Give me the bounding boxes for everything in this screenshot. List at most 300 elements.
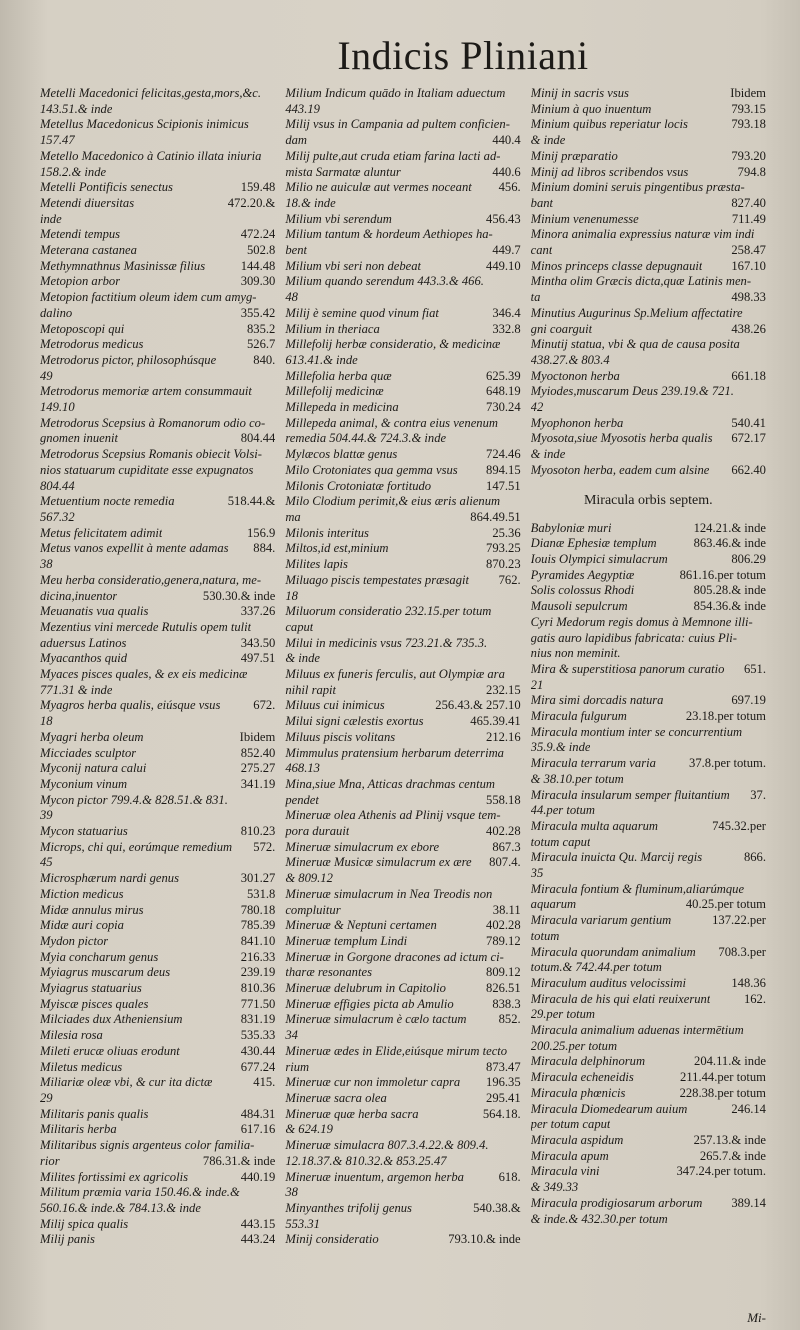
index-entry <box>531 568 766 584</box>
entry-text: 12.18.37.& 810.32.& 853.25.47 <box>285 1153 447 1168</box>
index-entry <box>40 400 275 416</box>
index-entry <box>531 1054 766 1070</box>
entry-text: Miracula terrarum varia <box>530 756 656 771</box>
entry-text: Metellus Macedonicus Scipionis inimicus <box>40 117 249 132</box>
index-entry <box>285 1217 520 1233</box>
entry-text: & inde.& 432.30.per totum <box>530 1211 668 1226</box>
index-entry <box>40 463 275 479</box>
entry-reference: 894.15 <box>486 462 521 477</box>
catchword: Mi- <box>747 1310 766 1325</box>
index-entry <box>531 259 766 275</box>
index-entry <box>531 180 766 196</box>
entry-reference: 618. <box>498 1169 521 1184</box>
index-entry <box>531 1102 766 1118</box>
index-entry <box>40 337 275 353</box>
entry-text: & 38.10.per totum <box>530 771 624 786</box>
index-entry <box>285 950 520 966</box>
entry-text: Mineruæ olea Athenis ad Plinij vsque tem- <box>285 808 501 823</box>
index-entry <box>285 416 520 432</box>
index-entry <box>285 1091 520 1107</box>
entry-text: Minora animalia expressius naturæ vim indi <box>530 227 755 242</box>
entry-reference: 37. <box>750 787 766 802</box>
entry-text: Milites fortissimi ex agricolis <box>40 1169 188 1184</box>
entry-text: tharæ resonantes <box>285 965 372 980</box>
entry-reference: 852.40 <box>240 745 276 760</box>
entry-text: & 624.19 <box>285 1122 333 1137</box>
index-entry <box>40 431 275 447</box>
index-entry <box>285 447 520 463</box>
index-entry <box>531 1070 766 1086</box>
entry-text: Minos princeps classe depugnauit <box>530 258 703 273</box>
entry-text: Myconium vinum <box>40 776 128 791</box>
entry-text: Metelli Macedonici felicitas,gesta,mors,&c. <box>40 86 262 100</box>
entry-text: 567.32 <box>40 509 75 524</box>
entry-text: Minium quibus reperiatur locis <box>530 117 688 132</box>
entry-text: Myoctonon herba <box>530 368 620 383</box>
index-entry <box>40 840 275 856</box>
index-entry <box>531 725 766 741</box>
index-entry <box>40 322 275 338</box>
entry-reference: 343.50 <box>240 635 276 650</box>
index-entry <box>40 290 275 306</box>
index-entry <box>40 117 275 133</box>
index-entry <box>531 117 766 133</box>
index-entry <box>285 840 520 856</box>
index-entry <box>40 793 275 809</box>
index-entry <box>40 1232 275 1248</box>
entry-text: Mineruæ inuentum, argemon herba <box>285 1169 464 1184</box>
entry-text: 35.9.& inde <box>530 740 591 755</box>
index-entry <box>40 903 275 919</box>
index-entry <box>285 683 520 699</box>
index-entry <box>285 1012 520 1028</box>
index-entry <box>285 651 520 667</box>
entry-reference: 25.36 <box>492 525 521 540</box>
entry-text: Mineruæ Musicæ simulacrum ex ære <box>285 855 472 870</box>
entry-reference: 648.19 <box>486 384 521 399</box>
entry-reference: 724.46 <box>486 447 521 462</box>
index-entry <box>285 620 520 636</box>
index-entry <box>531 772 766 788</box>
entry-text: Minium à quo inuentum <box>530 101 652 116</box>
index-entry <box>40 384 275 400</box>
index-entry <box>40 918 275 934</box>
index-entry <box>531 1039 766 1055</box>
entry-reference: 239.19 <box>240 965 276 980</box>
index-entry <box>285 1075 520 1091</box>
index-entry <box>285 1028 520 1044</box>
entry-text: Myiagrus statuarius <box>40 981 142 996</box>
entry-reference: 780.18 <box>240 902 276 917</box>
entry-reference: 558.18 <box>486 792 521 807</box>
index-entry <box>285 1201 520 1217</box>
entry-reference: 793.25 <box>486 541 521 556</box>
entry-text: Milium quando serendum 443.3.& 466. <box>285 274 484 289</box>
entry-reference: 572. <box>253 839 276 854</box>
entry-text: Mira & superstitiosa panorum curatio <box>530 661 725 676</box>
index-entry <box>40 180 275 196</box>
index-entry <box>531 384 766 400</box>
entry-reference: 805.28.& inde <box>693 583 766 598</box>
entry-text: 157.47 <box>40 133 75 148</box>
index-entry <box>531 1149 766 1165</box>
index-entry <box>531 149 766 165</box>
index-entry <box>285 322 520 338</box>
index-entry <box>285 337 520 353</box>
entry-reference: 827.40 <box>731 195 766 210</box>
entry-text: Minium venenumesse <box>530 211 639 226</box>
entry-reference: 793.10.& inde <box>448 1232 521 1247</box>
index-entry <box>40 196 275 212</box>
entry-reference: 355.42 <box>240 305 276 320</box>
index-entry <box>285 1170 520 1186</box>
entry-text: Millepeda animal, & contra eius venenum <box>285 415 498 430</box>
entry-text: Mintha olim Græcis dicta,quæ Latinis men- <box>530 274 752 289</box>
entry-text: Minij ad libros scribendos vsus <box>530 164 689 179</box>
entry-reference: 232.15 <box>486 682 521 697</box>
entry-reference: 265.7.& inde <box>699 1148 766 1163</box>
entry-text: 29 <box>40 1091 53 1105</box>
index-entry <box>285 1122 520 1138</box>
index-entry <box>285 243 520 259</box>
index-entry <box>285 353 520 369</box>
entry-text: Metendi tempus <box>40 227 121 242</box>
index-entry <box>531 599 766 615</box>
entry-text: Millefolij medicinæ <box>285 384 384 399</box>
entry-text: pora durauit <box>285 824 350 839</box>
entry-text: Mineruæ & Neptuni certamen <box>285 918 437 933</box>
entry-text: Milij pulte,aut cruda etiam farina lacti ad- <box>285 148 501 163</box>
index-entry <box>531 583 766 599</box>
entry-reference: 809.12 <box>486 965 521 980</box>
entry-text: Minyanthes trifolij genus <box>285 1200 412 1215</box>
index-entry <box>285 777 520 793</box>
entry-reference: 794.8 <box>737 164 766 179</box>
entry-reference: 258.47 <box>731 243 766 258</box>
entry-reference: 159.48 <box>240 180 276 195</box>
entry-text: Myagri herba oleum <box>40 729 144 744</box>
index-entry <box>531 463 766 479</box>
entry-reference: 389.14 <box>731 1195 766 1210</box>
index-entry <box>285 636 520 652</box>
index-entry <box>40 1075 275 1091</box>
index-entry <box>285 808 520 824</box>
entry-text: 771.31 & inde <box>40 682 113 697</box>
index-entry <box>531 322 766 338</box>
index-entry <box>531 243 766 259</box>
entry-text: Pyramides Aegyptiæ <box>530 567 635 582</box>
index-entry <box>40 1138 275 1154</box>
entry-reference: 864.49.51 <box>470 509 521 524</box>
index-entry <box>285 698 520 714</box>
entry-reference: Ibidem <box>239 729 276 744</box>
index-entry <box>531 353 766 369</box>
entry-reference: 745.32.per <box>712 818 766 833</box>
entry-text: Minutij statua, vbi & qua de causa posita <box>530 337 740 352</box>
entry-text: Miracula aspidum <box>530 1133 624 1147</box>
entry-text: Milonis interitus <box>285 525 369 540</box>
index-entry <box>40 777 275 793</box>
entry-reference: 531.8 <box>246 886 276 901</box>
index-entry <box>285 667 520 683</box>
entry-text: Mineruæ quæ herba sacra <box>285 1106 419 1121</box>
index-entry <box>285 871 520 887</box>
index-entry <box>285 589 520 605</box>
index-entry <box>285 761 520 777</box>
entry-text: Milij spica qualis <box>40 1216 129 1231</box>
entry-reference: 216.33 <box>240 949 276 964</box>
index-entry <box>531 196 766 212</box>
index-entry <box>531 819 766 835</box>
index-entry <box>40 494 275 510</box>
index-entry <box>531 133 766 149</box>
entry-reference: 196.35 <box>486 1075 521 1090</box>
index-entry <box>285 1044 520 1060</box>
entry-text: Milui signi cælestis exortus <box>285 714 424 729</box>
entry-reference: 530.30.& inde <box>202 588 276 603</box>
entry-reference: 806.29 <box>731 551 766 566</box>
index-entry <box>531 552 766 568</box>
entry-text: Miracula insularum semper fluitantium <box>530 787 730 802</box>
entry-text: Miracula vini <box>530 1164 600 1179</box>
index-entry <box>531 693 766 709</box>
index-entry <box>285 431 520 447</box>
entry-text: Minij in sacris vsus <box>530 86 629 100</box>
entry-text: Myosota,siue Myosotis herba qualis <box>530 431 713 446</box>
index-entry <box>40 871 275 887</box>
entry-text: Mineruæ simulacrum in Nea Treodis non <box>285 886 493 901</box>
index-entry <box>531 1133 766 1149</box>
entry-reference: 137.22.per <box>712 913 766 928</box>
index-entry <box>40 714 275 730</box>
entry-reference: 156.9 <box>246 525 276 540</box>
entry-reference: 861.16.per totum <box>679 567 766 582</box>
entry-reference: 540.41 <box>731 415 766 430</box>
index-entry <box>40 86 275 102</box>
index-entry <box>40 746 275 762</box>
index-entry <box>40 1201 275 1217</box>
entry-reference: 786.31.& inde <box>202 1153 276 1168</box>
entry-reference: 840. <box>253 352 276 367</box>
entry-text: Myacanthos quid <box>40 651 128 666</box>
entry-text: Metus vanos expellit à mente adamas <box>40 541 229 556</box>
index-entry <box>285 212 520 228</box>
entry-text: aquarum <box>530 897 577 912</box>
index-entry <box>40 573 275 589</box>
entry-reference: 440.4 <box>492 133 521 148</box>
entry-text: 18 <box>40 714 53 729</box>
entry-text: Miracula echeneidis <box>530 1070 634 1085</box>
entry-text: Miracula animalium aduenas intermētium <box>530 1023 744 1038</box>
index-entry <box>285 463 520 479</box>
entry-text: Milui in medicinis vsus 723.21.& 735.3. <box>285 635 488 650</box>
index-entry <box>531 306 766 322</box>
index-entry <box>531 274 766 290</box>
entry-text: 443.19 <box>285 101 320 116</box>
index-entry <box>40 1060 275 1076</box>
index-entry <box>285 573 520 589</box>
index-entry <box>285 526 520 542</box>
entry-text: Methymnathnus Masinissæ filius <box>40 258 206 273</box>
entry-reference: 40.25.per totum <box>685 897 766 912</box>
index-entry <box>285 306 520 322</box>
index-entry <box>40 808 275 824</box>
index-entry <box>40 541 275 557</box>
entry-reference: 309.30 <box>240 274 276 289</box>
entry-text: dicina,inuentor <box>40 588 118 603</box>
index-entry <box>40 950 275 966</box>
entry-text: Mycon pictor 799.4.& 828.51.& 831. <box>40 792 228 807</box>
entry-text: ma <box>285 509 301 524</box>
entry-reference: 148.36 <box>731 975 766 990</box>
index-entry <box>531 447 766 463</box>
index-entry <box>40 730 275 746</box>
entry-text: gni coarguit <box>530 321 593 336</box>
entry-text: Millefolij herbæ consideratio, & medicinæ <box>285 337 501 352</box>
entry-text: bant <box>530 195 554 210</box>
entry-text: Microps, chi qui, eorúmque remedium <box>40 839 233 854</box>
entry-reference: 863.46.& inde <box>693 536 766 551</box>
index-entry <box>40 212 275 228</box>
entry-text: 468.13 <box>285 761 320 776</box>
entry-text: ta <box>530 290 541 305</box>
index-entry <box>531 86 766 102</box>
index-column-3 <box>531 86 766 1248</box>
index-entry <box>285 510 520 526</box>
index-entry <box>40 761 275 777</box>
index-entry <box>285 1060 520 1076</box>
index-entry <box>285 133 520 149</box>
index-entry <box>531 631 766 647</box>
index-columns <box>40 86 766 1248</box>
entry-text: totum caput <box>530 834 591 849</box>
index-entry <box>40 353 275 369</box>
index-entry <box>40 102 275 118</box>
entry-reference: 793.15 <box>731 101 766 116</box>
index-entry <box>40 259 275 275</box>
index-entry <box>40 965 275 981</box>
entry-reference: 430.44 <box>240 1043 276 1058</box>
entry-text: Militaribus signis argenteus color familia- <box>40 1138 255 1153</box>
entry-text: Metrodorus memoriæ artem consummauit <box>40 384 252 399</box>
entry-text: 200.25.per totum <box>530 1038 618 1053</box>
index-entry <box>531 945 766 961</box>
entry-text: Milciades dux Atheniensium <box>40 1012 183 1027</box>
index-entry <box>40 934 275 950</box>
entry-text: 45 <box>40 855 53 870</box>
entry-text: Microsphærum nardi genus <box>40 871 179 886</box>
index-entry <box>40 651 275 667</box>
entry-text: Metrodorus medicus <box>40 337 144 352</box>
index-entry <box>285 604 520 620</box>
index-entry <box>40 887 275 903</box>
entry-reference: 440.19 <box>240 1169 276 1184</box>
index-entry <box>40 526 275 542</box>
entry-reference: 211.44.per totum <box>680 1070 766 1085</box>
index-entry <box>531 1196 766 1212</box>
entry-text: Cyri Medorum regis domus à Memnone illi- <box>530 614 753 629</box>
entry-reference: 341.19 <box>240 776 276 791</box>
index-entry <box>531 788 766 804</box>
entry-text: Mydon pictor <box>40 933 109 948</box>
entry-reference: 228.38.per totum <box>679 1085 766 1100</box>
entry-text: 804.44 <box>40 478 75 493</box>
entry-reference: 661.18 <box>731 368 766 383</box>
entry-text: Milij è semine quod vinum fiat <box>285 305 439 320</box>
index-entry <box>40 165 275 181</box>
entry-text: & inde <box>530 133 566 148</box>
index-entry <box>285 400 520 416</box>
entry-reference: 456. <box>498 180 521 195</box>
entry-reference: 438.26 <box>731 321 766 336</box>
index-column-3-miracula-entries <box>531 521 766 1228</box>
index-entry <box>531 992 766 1008</box>
index-entry <box>285 149 520 165</box>
entry-text: Mineruæ simulacrum ex ebore <box>285 839 440 854</box>
entry-text: Myconij natura calui <box>40 761 147 776</box>
entry-reference: 785.39 <box>240 918 276 933</box>
index-entry <box>40 510 275 526</box>
entry-text: Midæ auri copia <box>40 918 124 933</box>
entry-text: 38 <box>40 557 53 572</box>
entry-text: Mineruæ simulacra 807.3.4.22.& 809.4. <box>285 1138 489 1153</box>
entry-text: Mineruæ ædes in Elide,eiúsque mirum tecto <box>285 1043 508 1058</box>
index-entry <box>531 929 766 945</box>
entry-reference: 810.36 <box>240 981 276 996</box>
entry-text: Myagros herba qualis, eiúsque vsus <box>40 698 221 713</box>
entry-text: Myiodes,muscarum Deus 239.19.& 721. <box>530 384 734 399</box>
entry-text: Milium in theriaca <box>285 321 380 336</box>
entry-reference: 697.19 <box>731 693 766 708</box>
entry-text: Miracula delphinorum <box>530 1054 646 1069</box>
index-entry <box>40 636 275 652</box>
entry-text: Milium Indicum quādo in Italiam aduectum <box>285 86 506 100</box>
entry-text: Milij panis <box>40 1232 95 1247</box>
entry-reference: 295.41 <box>486 1091 521 1105</box>
entry-text: 49 <box>40 368 53 383</box>
entry-text: Myaces pisces quales, & ex eis medicinæ <box>40 667 248 682</box>
section-title: Miracula orbis septem. <box>583 492 713 508</box>
entry-text: Mimmulus pratensium herbarum deterrima <box>285 745 504 760</box>
entry-text: Milo Clodium perimit,& eius æris alienum <box>285 494 501 509</box>
index-entry <box>531 102 766 118</box>
index-entry <box>531 337 766 353</box>
entry-reference: 449.10 <box>486 258 521 273</box>
entry-reference: 301.27 <box>240 871 276 886</box>
index-entry <box>40 855 275 871</box>
entry-text: Miliariæ oleæ vbi, & cur ita dictæ <box>40 1075 213 1090</box>
entry-text: 149.10 <box>40 400 75 415</box>
index-entry <box>285 384 520 400</box>
index-entry <box>285 965 520 981</box>
entry-reference: 807.4. <box>489 855 521 870</box>
entry-text: Metopion arbor <box>40 274 121 289</box>
index-entry <box>531 850 766 866</box>
entry-text: 48 <box>285 290 298 305</box>
entry-text: Miracula variarum gentium <box>530 913 672 928</box>
index-entry <box>531 756 766 772</box>
index-entry <box>40 698 275 714</box>
entry-reference: 677.24 <box>240 1059 276 1074</box>
entry-text: Minutius Augurinus Sp.Melium affectatire <box>530 305 743 320</box>
entry-text: Meuanatis vua qualis <box>40 604 149 619</box>
entry-text: Mezentius vini mercede Rutulis opem tulit <box>40 619 252 634</box>
index-entry <box>531 882 766 898</box>
index-entry <box>285 557 520 573</box>
entry-text: Mineruæ templum Lindi <box>285 933 408 948</box>
entry-reference: 346.4 <box>492 305 521 320</box>
index-entry <box>40 1028 275 1044</box>
